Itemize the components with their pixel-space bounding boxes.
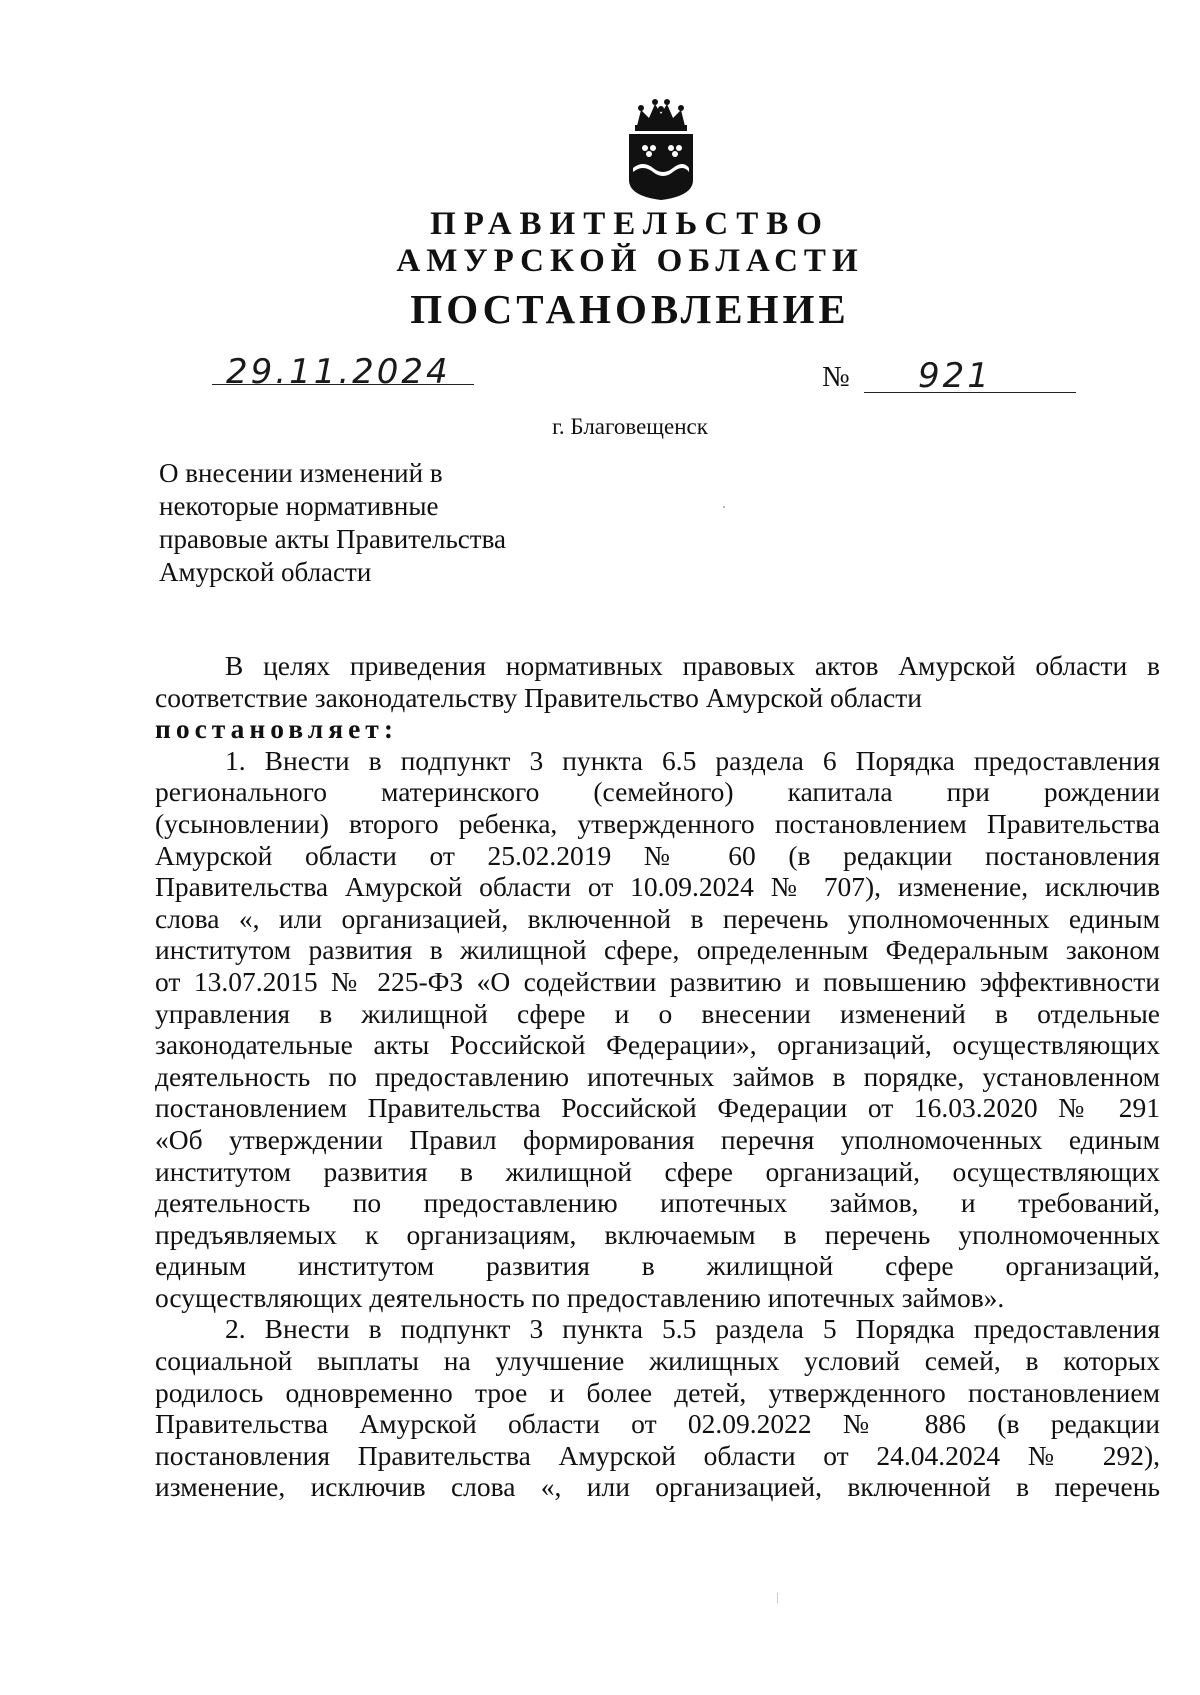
body-line: от 13.07.2015 № 225-ФЗ «О содействии развитию и повышению эффективности (155, 965, 1160, 997)
scan-mark (777, 1593, 778, 1603)
document-subject (159, 457, 629, 589)
body-line: В целях приведения нормативных правовых актов Амурской области в (225, 650, 1160, 681)
body-line: единым институтом развития в жилищной сфере организаций, (155, 1250, 1160, 1282)
body-line: (усыновлении) второго ребенка, утвержденного постановлением Правительства (155, 807, 1160, 839)
body-line: предъявляемых к организациям, включаемым в перечень уполномоченных (155, 1218, 1160, 1250)
body-line: осуществляющих деятельность по предоставлению ипотечных займов». (155, 1281, 1005, 1313)
organization-name-line2: АМУРСКОЙ ОБЛАСТИ (396, 243, 864, 279)
city-name: г. Благовещенск (552, 414, 708, 439)
subject-line: Амурской области (159, 557, 372, 587)
body-line: соответствие законодательству Правительство Амурской области (155, 681, 922, 713)
document-type-title: ПОСТАНОВЛЕНИЕ (410, 286, 850, 332)
subject-line: О внесении изменений в (159, 458, 443, 488)
document-body (155, 650, 1160, 1503)
body-line: родилось одновременно трое и более детей, утвержденного постановлением (155, 1376, 1160, 1408)
number-underline (864, 392, 1076, 393)
body-line: институтом развития в жилищной сфере, определенным Федеральным законом (155, 934, 1160, 966)
scan-speck (723, 506, 725, 508)
body-line: Амурской области от 25.02.2019 № 60 (в редакции постановления (155, 839, 1160, 871)
body-line: институтом развития в жилищной сфере организаций, осуществляющих (155, 1155, 1160, 1187)
subject-line: некоторые нормативные (159, 491, 439, 521)
body-line: деятельность по предоставлению ипотечных займов, и требований, (155, 1187, 1160, 1219)
coat-of-arms-emblem (619, 98, 703, 202)
body-line: постановления Правительства Амурской области от 24.04.2024 № 292), (155, 1439, 1160, 1471)
body-line: Правительства Амурской области от 10.09.2024 № 707), изменение, исключив (155, 871, 1160, 903)
body-line: регионального материнского (семейного) капитала при рождении (155, 776, 1160, 808)
date-underline (212, 384, 474, 385)
handwritten-number: 921 (918, 356, 992, 396)
subject-line: правовые акты Правительства (159, 524, 506, 554)
body-line: управления в жилищной сфере и о внесении изменений в отдельные (155, 997, 1160, 1029)
body-line: слова «, или организацией, включенной в перечень уполномоченных единым (155, 902, 1160, 934)
body-line: законодательные акты Российской Федерации», организаций, осуществляющих (155, 1029, 1160, 1061)
body-line: постановлением Правительства Российской Федерации от 16.03.2020 № 291 (155, 1092, 1160, 1124)
body-line: «Об утверждении Правил формирования перечня уполномоченных единым (155, 1123, 1160, 1155)
decree-word: постановляет: (155, 713, 398, 745)
body-line: 1. Внести в подпункт 3 пункта 6.5 раздела 6 Порядка предоставления (225, 744, 1160, 776)
body-line: социальной выплаты на улучшение жилищных условий семей, в которых (155, 1345, 1160, 1377)
body-line: Правительства Амурской области от 02.09.2022 № 886 (в редакции (155, 1408, 1160, 1440)
body-line: изменение, исключив слова «, или организацией, включенной в перечень (155, 1471, 1160, 1503)
number-sign: № (822, 361, 850, 393)
body-line: деятельность по предоставлению ипотечных займов в порядке, установленном (155, 1060, 1160, 1092)
handwritten-date: 29.11.2024 (226, 352, 451, 392)
body-line: 2. Внести в подпункт 3 пункта 5.5 раздела 5 Порядка предоставления (225, 1313, 1160, 1345)
organization-name-line1: ПРАВИТЕЛЬСТВО (430, 206, 830, 242)
